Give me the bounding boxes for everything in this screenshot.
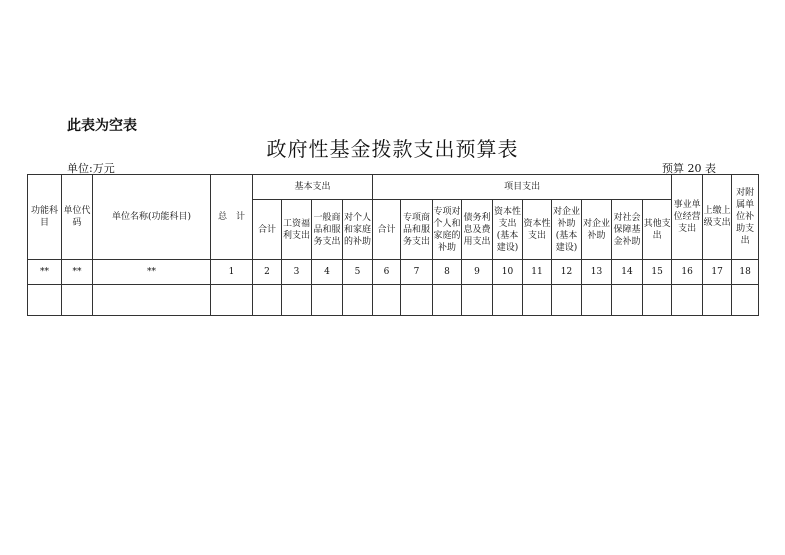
empty-cell bbox=[211, 285, 253, 316]
empty-cell bbox=[343, 285, 373, 316]
index-cell: 2 bbox=[253, 260, 282, 285]
header-col-11: 资本性支出 bbox=[523, 200, 552, 260]
empty-data-row bbox=[28, 285, 759, 316]
budget-table bbox=[27, 174, 759, 316]
index-cell: 13 bbox=[582, 260, 612, 285]
empty-cell bbox=[703, 285, 732, 316]
empty-cell bbox=[672, 285, 703, 316]
index-cell: 18 bbox=[732, 260, 759, 285]
header-col-17: 上缴上级支出 bbox=[703, 175, 732, 260]
index-cell: 8 bbox=[433, 260, 462, 285]
index-cell: 7 bbox=[401, 260, 433, 285]
header-col-10: 资本性支出(基本建设) bbox=[493, 200, 523, 260]
index-cell: 12 bbox=[552, 260, 582, 285]
index-cell: 1 bbox=[211, 260, 253, 285]
empty-cell bbox=[28, 285, 62, 316]
empty-cell bbox=[401, 285, 433, 316]
header-col-8: 专项对个人和家庭的补助 bbox=[433, 200, 462, 260]
empty-cell bbox=[523, 285, 552, 316]
header-col-14: 对社会保障基金补助 bbox=[612, 200, 643, 260]
empty-cell bbox=[312, 285, 343, 316]
empty-cell bbox=[493, 285, 523, 316]
index-cell: 5 bbox=[343, 260, 373, 285]
header-basic-expenditure: 基本支出 bbox=[253, 175, 373, 200]
index-cell: 11 bbox=[523, 260, 552, 285]
index-cell: 16 bbox=[672, 260, 703, 285]
header-col-3: 工资福利支出 bbox=[282, 200, 312, 260]
header-unit-code: 单位代码 bbox=[62, 175, 93, 260]
empty-cell bbox=[732, 285, 759, 316]
header-col-6: 合计 bbox=[373, 200, 401, 260]
header-col-7: 专项商品和服务支出 bbox=[401, 200, 433, 260]
page-title: 政府性基金拨款支出预算表 bbox=[266, 137, 519, 161]
index-cell: 6 bbox=[373, 260, 401, 285]
index-cell: 3 bbox=[282, 260, 312, 285]
empty-cell bbox=[253, 285, 282, 316]
header-col-2: 合计 bbox=[253, 200, 282, 260]
index-cell: 10 bbox=[493, 260, 523, 285]
index-cell: ** bbox=[62, 260, 93, 285]
header-func-code: 功能科目 bbox=[28, 175, 62, 260]
empty-cell bbox=[552, 285, 582, 316]
index-cell: 14 bbox=[612, 260, 643, 285]
empty-cell bbox=[373, 285, 401, 316]
index-row bbox=[28, 260, 759, 285]
index-cell: 15 bbox=[643, 260, 672, 285]
empty-cell bbox=[93, 285, 211, 316]
header-col-9: 债务利息及费用支出 bbox=[462, 200, 493, 260]
header-col-5: 对个人和家庭的补助 bbox=[343, 200, 373, 260]
index-cell: ** bbox=[28, 260, 62, 285]
unit-label: 单位:万元 bbox=[67, 162, 115, 175]
header-col-16: 事业单位经营支出 bbox=[672, 175, 703, 260]
empty-cell bbox=[582, 285, 612, 316]
table-code: 预算 20 表 bbox=[662, 162, 716, 175]
index-cell: 4 bbox=[312, 260, 343, 285]
empty-cell bbox=[462, 285, 493, 316]
header-col-18: 对附属单位补助支出 bbox=[732, 175, 759, 260]
header-col-12: 对企业补助(基本建设) bbox=[552, 200, 582, 260]
index-cell: ** bbox=[93, 260, 211, 285]
index-cell: 17 bbox=[703, 260, 732, 285]
empty-table-note: 此表为空表 bbox=[67, 118, 137, 134]
header-project-expenditure: 项目支出 bbox=[373, 175, 672, 200]
empty-cell bbox=[612, 285, 643, 316]
empty-cell bbox=[643, 285, 672, 316]
header-total: 总 计 bbox=[211, 175, 253, 260]
empty-cell bbox=[433, 285, 462, 316]
header-col-4: 一般商品和服务支出 bbox=[312, 200, 343, 260]
header-col-13: 对企业补助 bbox=[582, 200, 612, 260]
header-col-15: 其他支出 bbox=[643, 200, 672, 260]
empty-cell bbox=[62, 285, 93, 316]
index-cell: 9 bbox=[462, 260, 493, 285]
header-unit-name: 单位名称(功能科目) bbox=[93, 175, 211, 260]
empty-cell bbox=[282, 285, 312, 316]
